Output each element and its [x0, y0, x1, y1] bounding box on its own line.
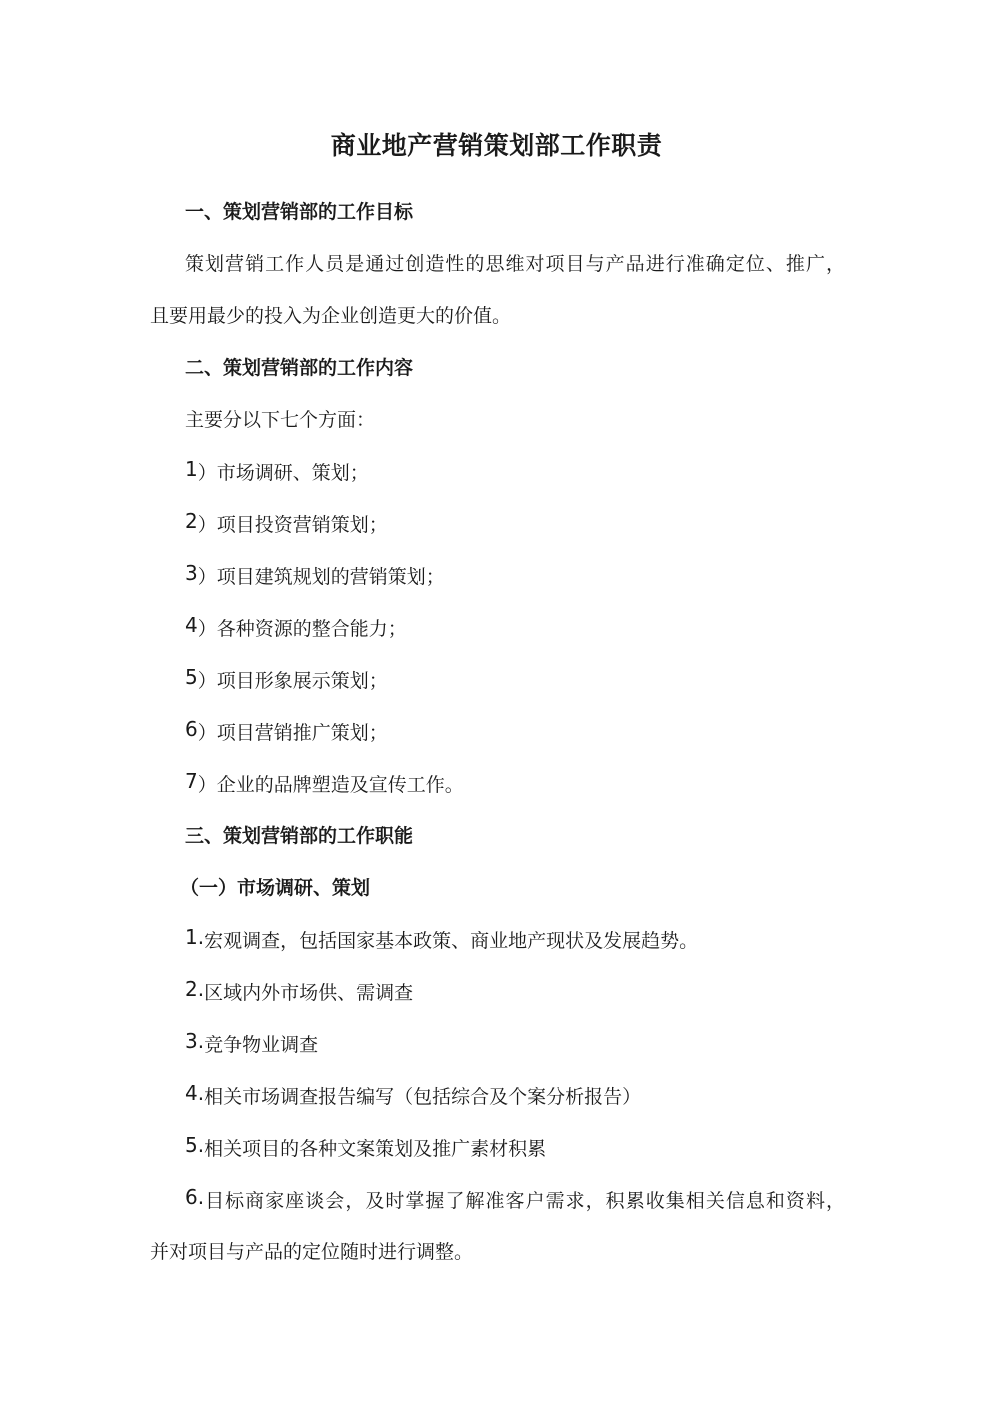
section-1-paragraph-line-2: 且要用最少的投入为企业创造更大的价值。	[150, 305, 512, 327]
list-item-number: 7	[185, 769, 198, 793]
list-item-text: ）项目形象展示策划；	[197, 670, 388, 692]
section-2-heading: 二、策划营销部的工作内容	[185, 357, 414, 379]
list-item-number: 4	[185, 613, 198, 637]
list-item	[185, 1186, 845, 1215]
list-item-text: 区域内外市场供、需调查	[204, 982, 414, 1004]
list-item	[185, 1082, 641, 1111]
list-item-text: ）项目建筑规划的营销策划；	[197, 566, 445, 588]
list-item-number: 5	[185, 665, 198, 689]
list-item-number: 1	[185, 457, 198, 481]
list-item	[185, 666, 388, 695]
list-item-text: ）项目投资营销策划；	[197, 514, 388, 536]
list-item-number: 6.	[185, 1185, 205, 1209]
section-3-heading: 三、策划营销部的工作职能	[185, 825, 414, 847]
list-item-number: 2.	[185, 977, 205, 1001]
section-1-heading: 一、策划营销部的工作目标	[185, 201, 414, 223]
list-item-text: 目标商家座谈会，及时掌握了解准客户需求，积累收集相关信息和资料，	[204, 1190, 845, 1212]
list-item	[185, 458, 369, 487]
list-item-number: 6	[185, 717, 198, 741]
list-item-number: 3	[185, 561, 198, 585]
list-item	[185, 614, 407, 643]
list-item-continuation: 并对项目与产品的定位随时进行调整。	[150, 1241, 474, 1263]
document-title: 商业地产营销策划部工作职责	[330, 131, 663, 160]
list-item-text: ）企业的品牌塑造及宣传工作。	[197, 774, 464, 796]
list-item	[185, 510, 388, 539]
list-item-text: 宏观调查，包括国家基本政策、商业地产现状及发展趋势。	[204, 930, 699, 952]
list-item-text: 竞争物业调查	[204, 1034, 319, 1056]
section-1-paragraph-line-1: 策划营销工作人员是通过创造性的思维对项目与产品进行准确定位、推广，	[185, 253, 845, 275]
list-item-text: ）市场调研、策划；	[197, 462, 369, 484]
list-item	[185, 1134, 546, 1163]
list-item	[185, 1030, 318, 1059]
list-item	[185, 926, 698, 955]
section-3-subheading: （一）市场调研、策划	[180, 877, 371, 899]
list-item-text: ）各种资源的整合能力；	[197, 618, 407, 640]
list-item	[185, 718, 388, 747]
list-item	[185, 770, 464, 799]
list-item-number: 2	[185, 509, 198, 533]
list-item-number: 5.	[185, 1133, 205, 1157]
list-item-number: 4.	[185, 1081, 205, 1105]
list-item-text: 相关市场调查报告编写（包括综合及个案分析报告）	[204, 1086, 642, 1108]
list-item	[185, 562, 445, 591]
list-item-text: 相关项目的各种文案策划及推广素材积累	[204, 1138, 547, 1160]
list-item	[185, 978, 413, 1007]
list-item-number: 1.	[185, 925, 205, 949]
section-2-intro: 主要分以下七个方面：	[185, 409, 376, 431]
list-item-text: ）项目营销推广策划；	[197, 722, 388, 744]
list-item-number: 3.	[185, 1029, 205, 1053]
